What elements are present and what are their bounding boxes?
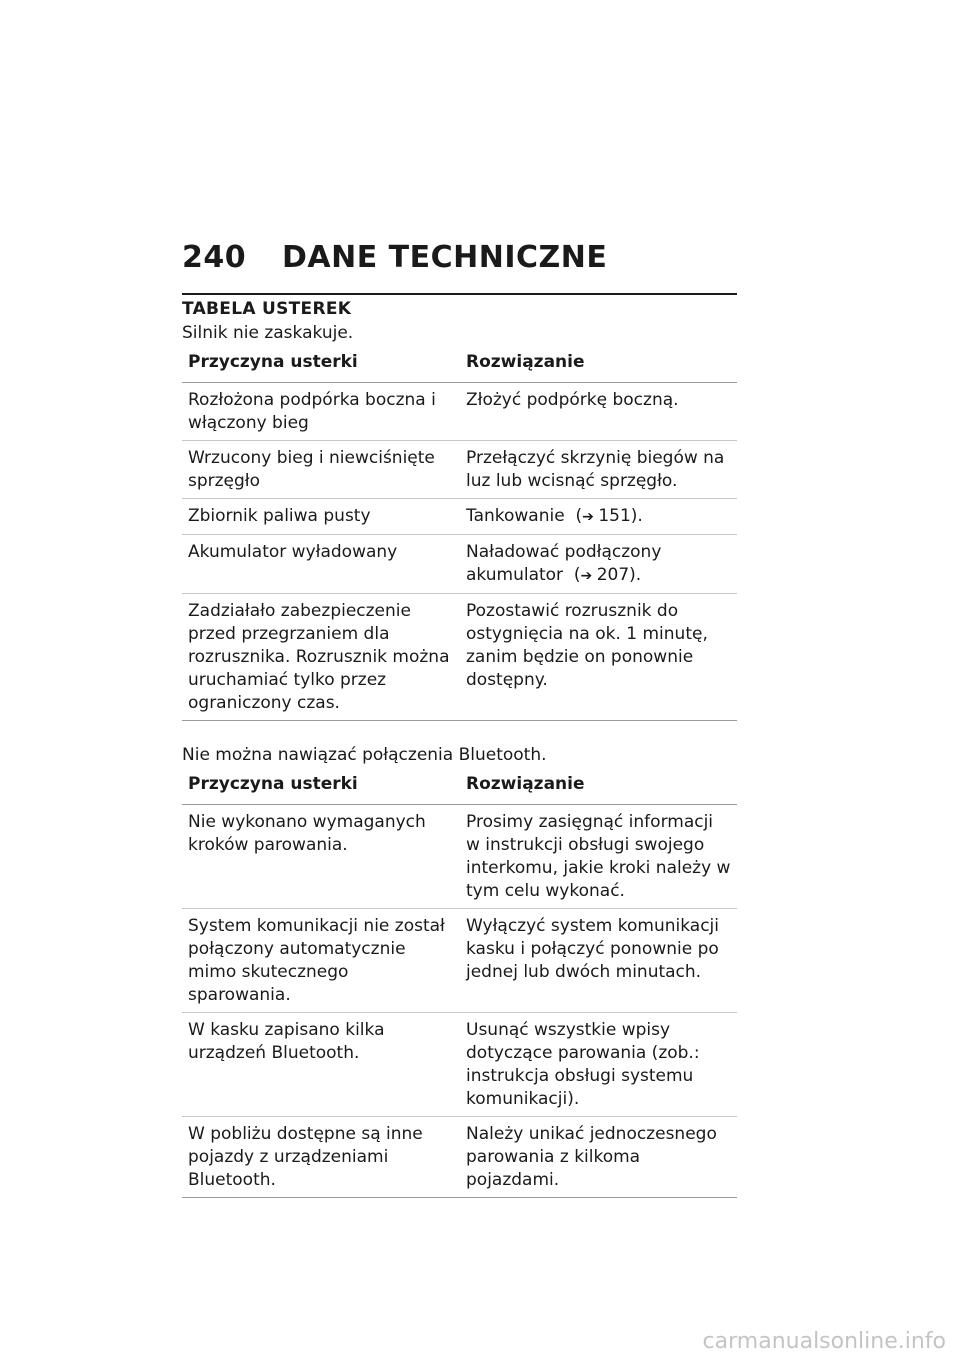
page-reference-link[interactable]: 151). <box>598 506 643 526</box>
page-reference-link[interactable]: 207). <box>596 565 642 585</box>
solution-text: Należy unikać jednoczesnego parowania z kilkoma pojazdami. <box>466 1124 717 1190</box>
cause-cell: Wrzucony bieg i niewciśnięte sprzęgło <box>182 441 460 499</box>
troubleshooting-table <box>182 767 737 1198</box>
cause-cell: W kasku zapisano kilka urządzeń Bluetooth. <box>182 1013 460 1117</box>
solution-text: Pozostawić rozrusznik do ostygnięcia na ok. 1 minutę, zanim będzie on ponownie dostępny. <box>466 601 708 690</box>
page-reference-arrow-icon: ➔ <box>580 568 597 584</box>
table-row <box>182 441 737 499</box>
table-header-row <box>182 767 737 805</box>
cause-cell: W pobliżu dostępne są inne pojazdy z urządzeniami Bluetooth. <box>182 1117 460 1198</box>
table-row <box>182 805 737 909</box>
table-row <box>182 383 737 441</box>
solution-cell <box>460 805 737 909</box>
table-row <box>182 1013 737 1117</box>
watermark: carmanualsonline.info <box>702 1329 946 1354</box>
solution-cell <box>460 383 737 441</box>
problem-description: Silnik nie zaskakuje. <box>182 323 354 343</box>
solution-text: Przełączyć skrzynię biegów na luz lub wcisnąć sprzęgło. <box>466 448 725 491</box>
solution-cell <box>460 535 737 594</box>
solution-cell <box>460 441 737 499</box>
page-number: 240 <box>182 240 247 275</box>
cause-cell: Zadziałało zabezpieczenie przed przegrzaniem dla rozrusznika. Rozrusznik można uruchamiać tylko przez ograniczony czas. <box>182 594 460 721</box>
solution-text: Tankowanie <box>466 506 565 526</box>
solution-text: Wyłączyć system komunikacji kasku i połączyć ponownie po jednej lub dwóch minutach. <box>466 916 719 982</box>
table-gap <box>182 721 737 741</box>
page-reference-arrow-icon: ➔ <box>582 509 599 525</box>
chapter-title: DANE TECHNICZNE <box>282 240 608 275</box>
page-header <box>182 240 737 286</box>
cause-cell: Nie wykonano wymaganych kroków parowania. <box>182 805 460 909</box>
solution-cell <box>460 499 737 535</box>
solution-text: Usunąć wszystkie wpisy dotyczące parowania (zob.: instrukcja obsługi systemu komunikacji). <box>466 1020 700 1109</box>
solution-cell <box>460 1117 737 1198</box>
troubleshooting-table <box>182 345 737 721</box>
section-title: TABELA USTEREK <box>182 299 352 319</box>
table-row <box>182 499 737 535</box>
column-header-cause: Przyczyna usterki <box>182 767 460 805</box>
problem-description: Nie można nawiązać połączenia Bluetooth. <box>182 745 547 765</box>
table-row <box>182 594 737 721</box>
table-row <box>182 909 737 1013</box>
ref-paren: ( <box>564 506 583 526</box>
table-header-row <box>182 345 737 383</box>
solution-cell <box>460 909 737 1013</box>
cause-cell: System komunikacji nie został połączony automatycznie mimo skutecznego sparowania. <box>182 909 460 1013</box>
column-header-cause: Przyczyna usterki <box>182 345 460 383</box>
table-row <box>182 1117 737 1198</box>
column-header-solution: Rozwiązanie <box>460 345 737 383</box>
solution-cell <box>460 1013 737 1117</box>
ref-paren: ( <box>563 565 581 585</box>
table-row <box>182 535 737 594</box>
cause-cell: Zbiornik paliwa pusty <box>182 499 460 535</box>
solution-text: Prosimy zasięgnąć informacji w instrukcji obsługi swojego interkomu, jakie kroki należy w tym celu wykonać. <box>466 812 731 901</box>
header-rule <box>182 293 737 295</box>
solution-text: Złożyć podpórkę boczną. <box>466 390 679 410</box>
cause-cell: Akumulator wyładowany <box>182 535 460 594</box>
page-content <box>182 240 737 1198</box>
solution-text: Naładować podłączony akumulator <box>466 542 662 585</box>
column-header-solution: Rozwiązanie <box>460 767 737 805</box>
cause-cell: Rozłożona podpórka boczna i włączony bieg <box>182 383 460 441</box>
solution-cell <box>460 594 737 721</box>
troubleshooting-tables <box>182 322 737 1198</box>
